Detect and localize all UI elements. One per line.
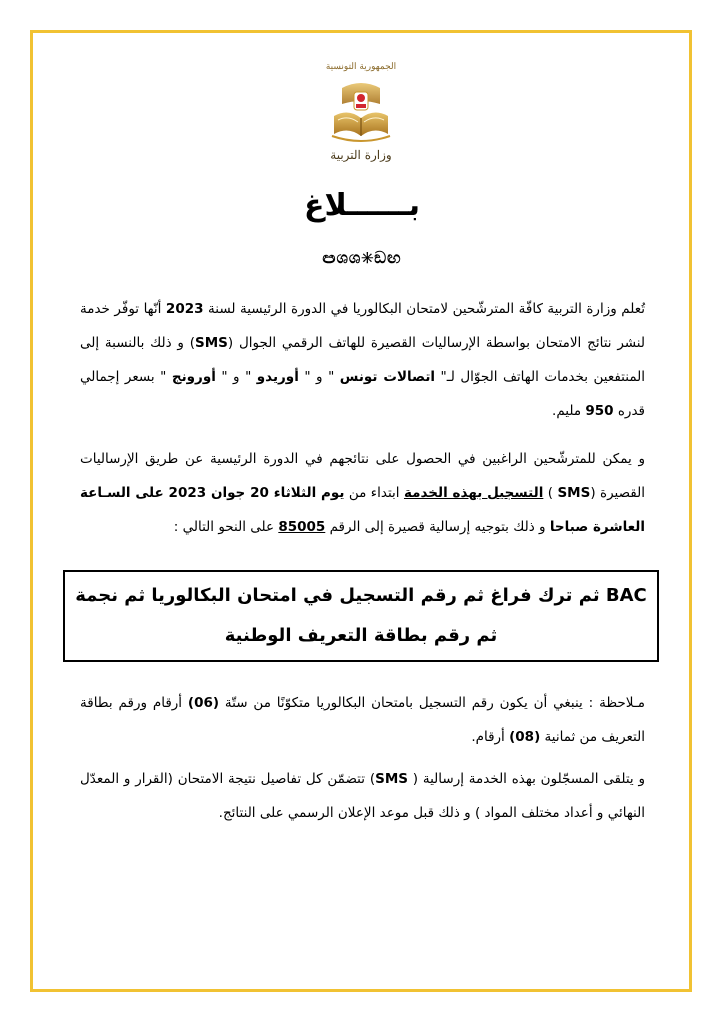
decorative-serial: ඏශශ✳ඞඟ — [322, 248, 402, 267]
sms-format-box — [63, 570, 659, 662]
logo-ministry-text: وزارة التربية — [330, 148, 392, 162]
ministry-emblem-icon — [330, 78, 392, 146]
note-label: مـلاحظة — [599, 695, 645, 711]
ministry-logo — [320, 62, 402, 172]
paragraph-registration: و يمكن للمترشّحين الراغبين في الحصول على نتائجهم في الدورة الرئيسية عن طريق الإرساليات القصيرة (SMS ) التسجيل بهذه الخدمة ابتداء من يوم الثلاثاء 20 جوان 2023 على السـاعة العاشرة صباحا و ذلك بتوجيه إرسالية قصيرة إلى الرقم 85005 على النحو التالي : — [80, 451, 645, 535]
paragraph-details: و يتلقى المسجّلون بهذه الخدمة إرسالية ( SMS) تتضمّن كل تفاصيل نتيجة الامتحان (القرار و المعدّل النهائي و أعداد مختلف المواد ) و ذلك قبل موعد الإعلان الرسمي على النتائج. — [80, 771, 645, 821]
sms-format-line-1: BAC ثم ترك فراغ ثم رقم التسجيل في امتحان البكالوريا ثم نجمة — [75, 585, 647, 606]
logo-republic-text: الجمهورية التونسية — [325, 62, 397, 72]
paragraph-announcement: تُعلم وزارة التربية كافّة المترشّحين لامتحان البكالوريا في الدورة الرئيسية لسنة 2023 أنّها توفّر خدمة لنشر نتائج الامتحان بواسطة الإرساليات القصيرة للهاتف الرقمي الجوال (SMS) و ذلك بالنسبة إلى المنتفعين بخدمات الهاتف الجوّال لـ" اتصالات تونس " و " أوريدو " و " أورونج " بسعر إجمالي قدره 950 مليم. — [80, 301, 645, 419]
paragraph-note: مـلاحظة : ينبغي أن يكون رقم التسجيل بامتحان البكالوريا متكوّنًا من ستّة (06) أرقام ورقم بطاقة التعريف من ثمانية (08) أرقام. — [80, 695, 645, 745]
sms-format-line-2: ثم رقم بطاقة التعريف الوطنية — [224, 625, 498, 646]
page-title: بــــــلاغ — [303, 188, 421, 223]
